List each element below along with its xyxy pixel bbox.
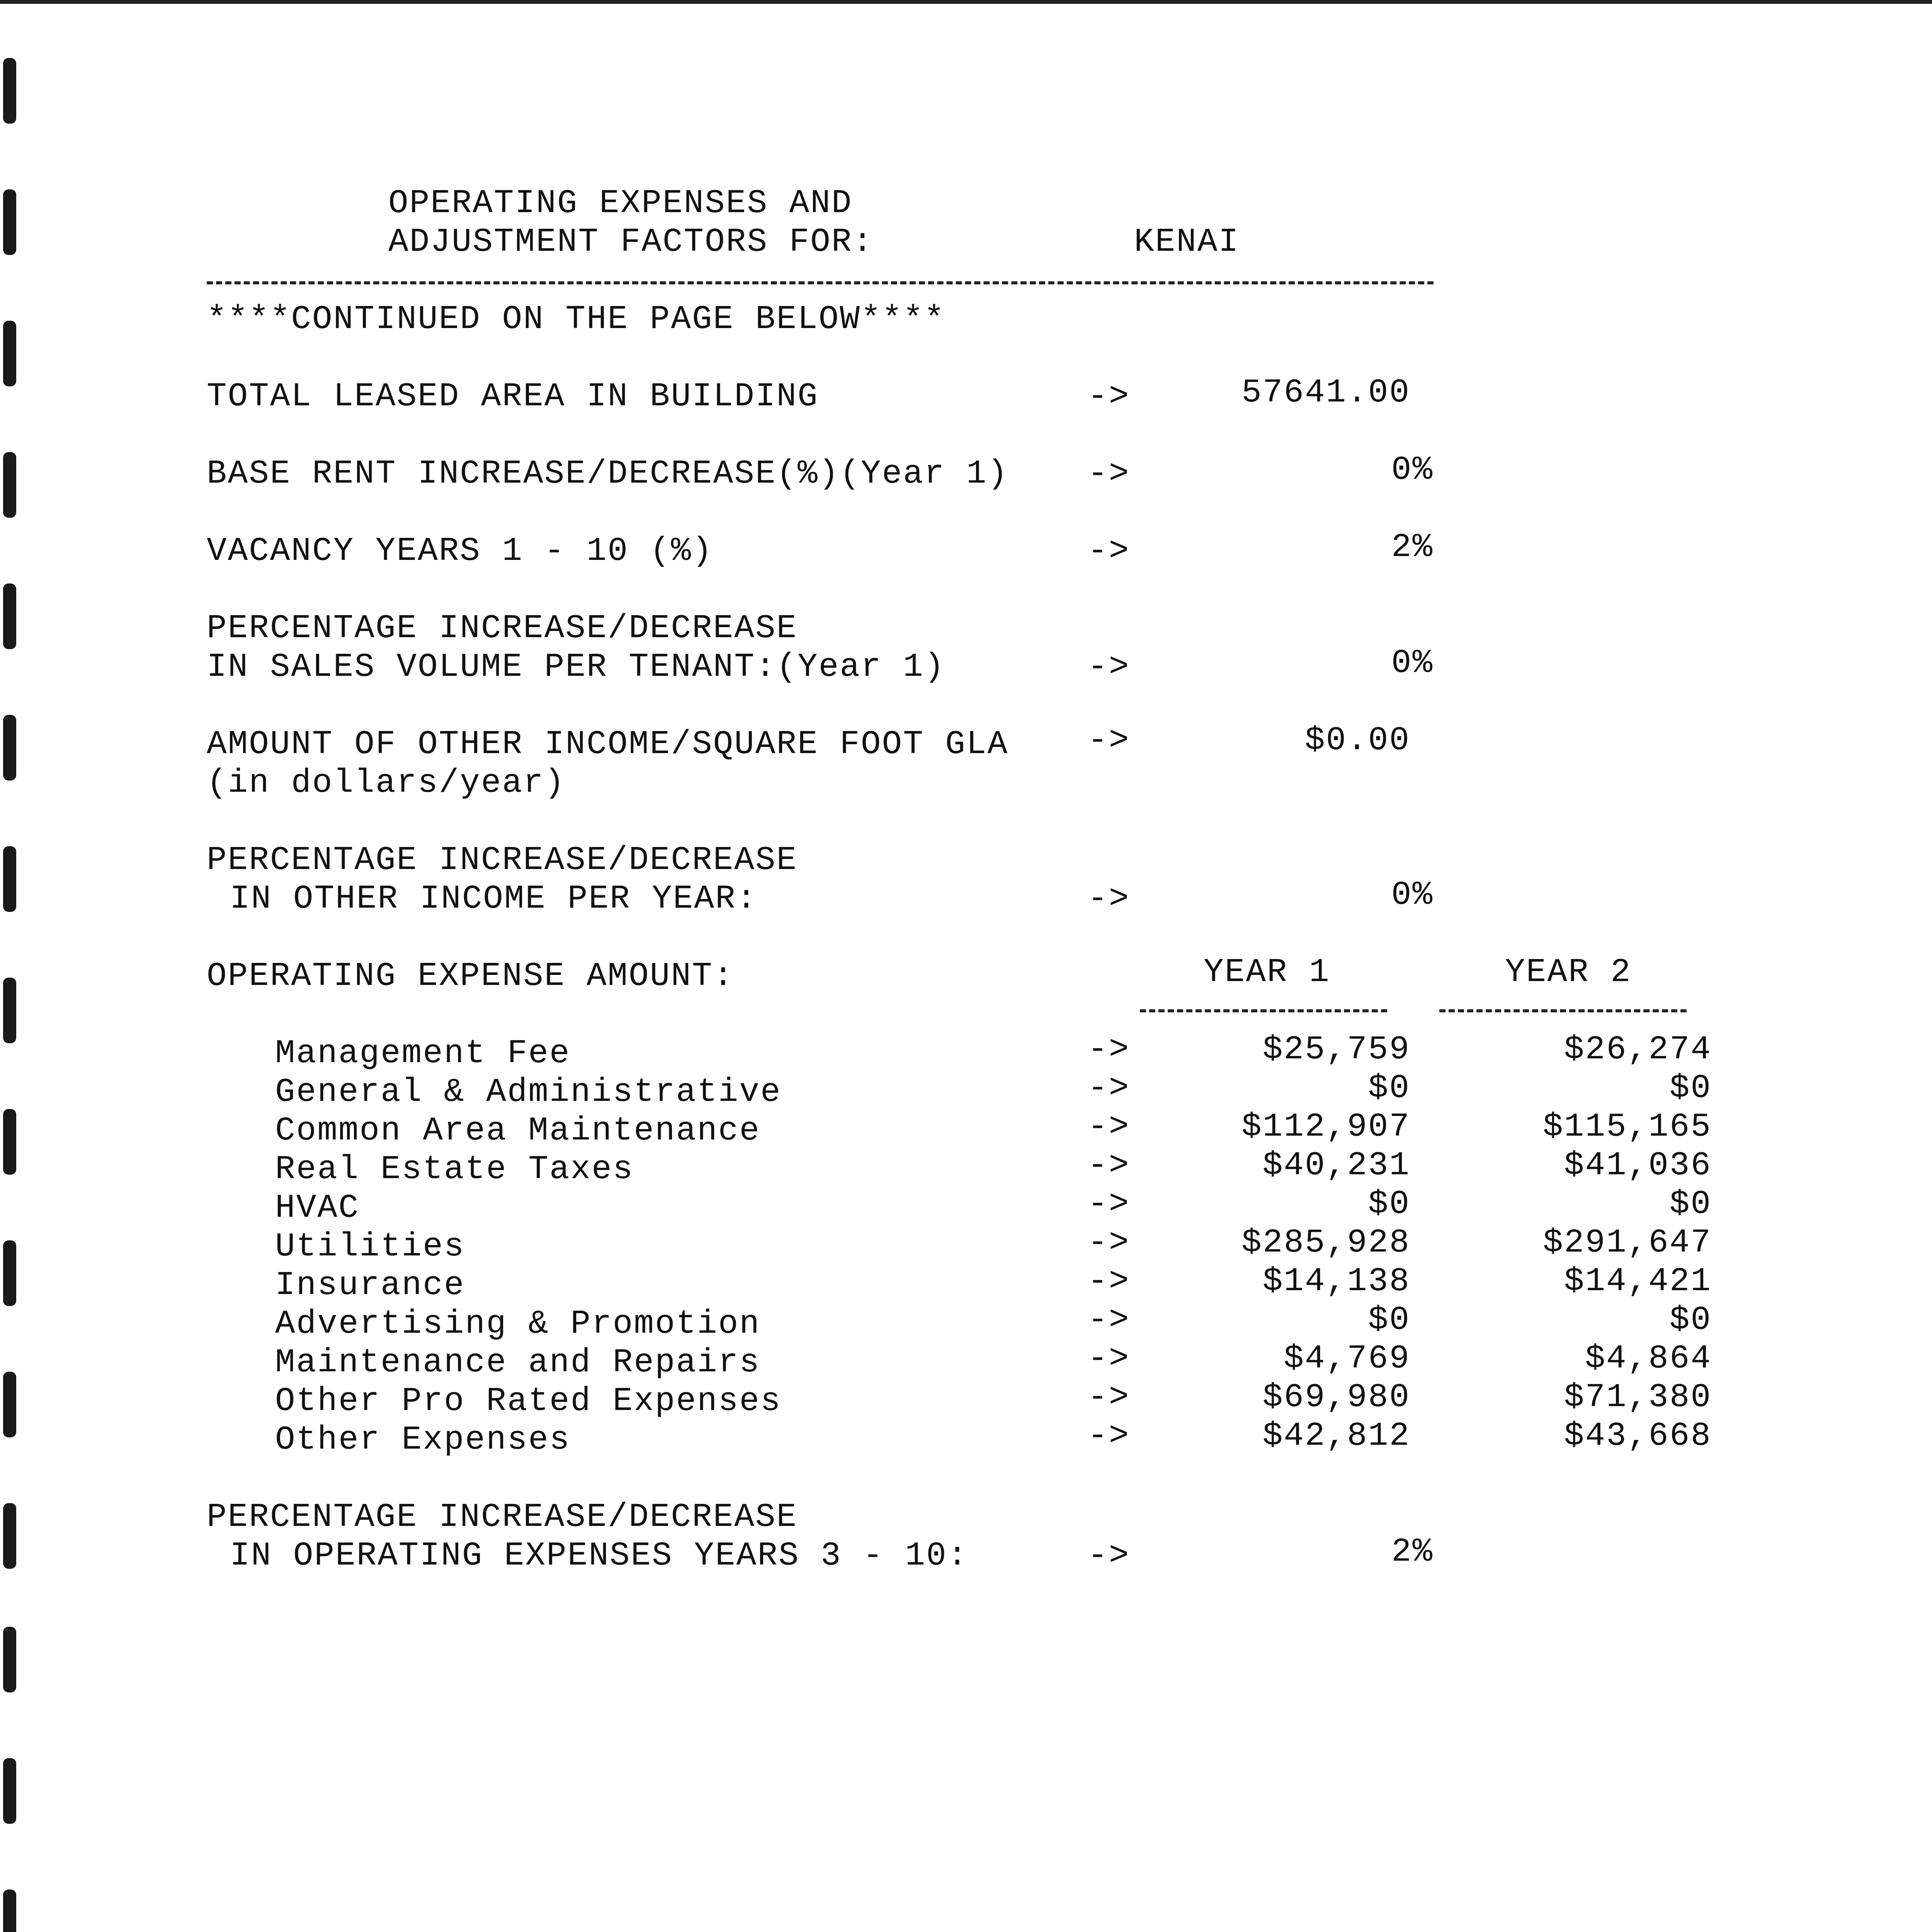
opex-pct-label-line-2: IN OPERATING EXPENSES YEARS 3 - 10: (230, 1537, 969, 1575)
binder-punch-holes (0, 0, 23, 1932)
punch-hole (3, 583, 16, 649)
arrow: -> (1088, 648, 1130, 686)
arrow: -> (1088, 1108, 1130, 1146)
other-income-pct-label-line-1: PERCENTAGE INCREASE/DECREASE (207, 841, 798, 879)
expense-year-1: $285,928 (1242, 1224, 1410, 1262)
expense-year-2: $4,864 (1585, 1340, 1712, 1378)
expense-year-2: $115,165 (1543, 1108, 1712, 1146)
expense-label: Other Pro Rated Expenses (275, 1382, 782, 1420)
arrow: -> (1088, 1185, 1130, 1223)
year-1-underline (1140, 1009, 1387, 1012)
expense-year-2: $291,647 (1543, 1224, 1712, 1262)
year-2-column-header: YEAR 2 (1505, 953, 1632, 991)
punch-hole (3, 452, 16, 518)
expense-label: Other Expenses (275, 1421, 571, 1459)
sales-volume-value: 0% (1391, 644, 1434, 682)
sales-volume-label-line-1: PERCENTAGE INCREASE/DECREASE (207, 609, 798, 647)
expense-year-1: $14,138 (1262, 1262, 1410, 1300)
arrow: -> (1088, 1146, 1130, 1184)
expense-label: Common Area Maintenance (275, 1112, 760, 1150)
other-income-pct-label-line-2: IN OTHER INCOME PER YEAR: (230, 880, 758, 918)
expense-year-1: $0 (1368, 1301, 1410, 1339)
arrow: -> (1088, 378, 1130, 415)
expense-year-1: $0 (1368, 1185, 1410, 1223)
punch-hole (3, 715, 16, 781)
expense-year-2: $14,421 (1564, 1262, 1712, 1300)
total-leased-area-value: 57641.00 (1242, 374, 1410, 412)
arrow: -> (1088, 721, 1130, 759)
expense-year-1: $40,231 (1262, 1146, 1410, 1184)
expense-year-2: $71,380 (1564, 1378, 1712, 1416)
title-line-1: OPERATING EXPENSES AND (388, 184, 853, 222)
title-line-2: ADJUSTMENT FACTORS FOR: (388, 223, 874, 261)
arrow: -> (1088, 455, 1130, 493)
expense-label: General & Administrative (275, 1073, 782, 1111)
arrow: -> (1088, 1301, 1130, 1339)
punch-hole (3, 1240, 16, 1306)
expense-label: HVAC (275, 1189, 360, 1227)
expense-year-2: $0 (1669, 1185, 1712, 1223)
expense-year-1: $4,769 (1284, 1340, 1410, 1378)
punch-hole (3, 1627, 16, 1692)
punch-hole (3, 189, 16, 255)
header-divider (207, 281, 1434, 284)
arrow: -> (1088, 1537, 1130, 1575)
expense-label: Insurance (275, 1266, 465, 1304)
arrow: -> (1088, 1069, 1130, 1107)
other-income-amount-label-line-2: (in dollars/year) (207, 764, 566, 802)
punch-hole (3, 1503, 16, 1569)
page-top-edge (0, 0, 1932, 4)
arrow: -> (1088, 1417, 1130, 1455)
expense-year-1: $112,907 (1242, 1108, 1410, 1146)
arrow: -> (1088, 1262, 1130, 1300)
total-leased-area-label: TOTAL LEASED AREA IN BUILDING (207, 378, 819, 415)
expense-year-1: $69,980 (1262, 1378, 1410, 1416)
arrow: -> (1088, 532, 1130, 570)
year-2-underline (1439, 1009, 1687, 1012)
expense-year-1: $25,759 (1262, 1031, 1410, 1068)
sales-volume-label-line-2: IN SALES VOLUME PER TENANT:(Year 1) (207, 648, 946, 686)
vacancy-value: 2% (1391, 528, 1434, 566)
punch-hole (3, 1889, 16, 1932)
punch-hole (3, 1758, 16, 1824)
arrow: -> (1088, 1031, 1130, 1068)
punch-hole (3, 978, 16, 1043)
arrow: -> (1088, 1340, 1130, 1378)
expense-label: Advertising & Promotion (275, 1305, 760, 1343)
arrow: -> (1088, 1224, 1130, 1262)
punch-hole (3, 58, 16, 124)
opex-pct-label-line-1: PERCENTAGE INCREASE/DECREASE (207, 1498, 798, 1536)
base-rent-label: BASE RENT INCREASE/DECREASE(%)(Year 1) (207, 455, 1009, 493)
expense-year-1: $42,812 (1262, 1417, 1410, 1455)
expense-label: Utilities (275, 1228, 465, 1265)
other-income-pct-value: 0% (1391, 876, 1434, 914)
expense-label: Maintenance and Repairs (275, 1344, 760, 1381)
other-income-amount-label-line-1: AMOUNT OF OTHER INCOME/SQUARE FOOT GLA (207, 725, 1009, 763)
expense-year-2: $41,036 (1564, 1146, 1712, 1184)
vacancy-label: VACANCY YEARS 1 - 10 (%) (207, 532, 713, 570)
expense-year-2: $0 (1669, 1069, 1712, 1107)
expense-label: Real Estate Taxes (275, 1150, 634, 1188)
expense-label: Management Fee (275, 1034, 571, 1072)
year-1-column-header: YEAR 1 (1204, 953, 1330, 991)
punch-hole (3, 1109, 16, 1175)
expense-year-2: $0 (1669, 1301, 1712, 1339)
opex-pct-value: 2% (1391, 1533, 1434, 1571)
arrow: -> (1088, 1378, 1130, 1416)
arrow: -> (1088, 880, 1130, 918)
expense-table-heading: OPERATING EXPENSE AMOUNT: (207, 957, 735, 995)
punch-hole (3, 321, 16, 386)
continued-note: ****CONTINUED ON THE PAGE BELOW**** (207, 300, 946, 338)
expense-year-2: $26,274 (1564, 1031, 1712, 1068)
expense-year-2: $43,668 (1564, 1417, 1712, 1455)
punch-hole (3, 1372, 16, 1437)
other-income-amount-value: $0.00 (1304, 721, 1410, 759)
expense-year-1: $0 (1368, 1069, 1410, 1107)
location-name: KENAI (1134, 223, 1240, 261)
punch-hole (3, 846, 16, 912)
base-rent-value: 0% (1391, 451, 1434, 489)
